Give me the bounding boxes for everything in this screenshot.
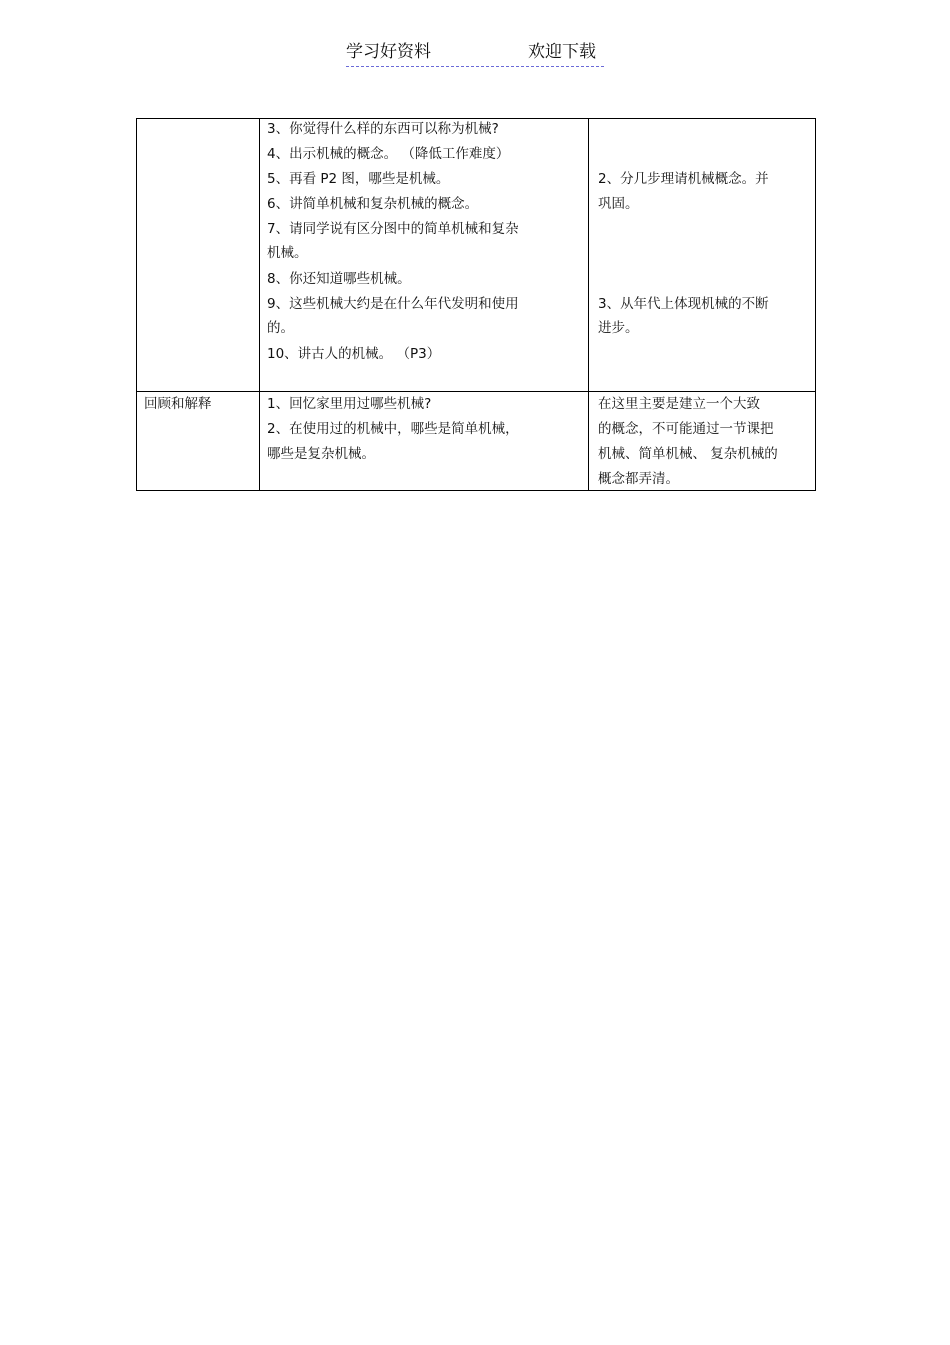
header-left-text: 学习好资料 — [346, 42, 431, 62]
note-line: 机械、简单机械、 复杂机械的 — [598, 446, 778, 462]
step-line: 5、再看 P2 图，哪些是机械。 — [267, 171, 450, 187]
step-line: 8、你还知道哪些机械。 — [267, 271, 411, 287]
note-line: 的概念，不可能通过一节课把 — [598, 421, 774, 437]
note-line: 概念都弄清。 — [598, 471, 679, 487]
row-label: 回顾和解释 — [144, 396, 212, 412]
notes-cell — [589, 119, 816, 392]
step-line: 机械。 — [267, 245, 308, 261]
step-line: 6、讲简单机械和复杂机械的概念。 — [267, 196, 479, 212]
step-line: 9、这些机械大约是在什么年代发明和使用 — [267, 296, 519, 312]
row-label-cell — [137, 119, 260, 392]
step-line: 10、讲古人的机械。 （P3） — [267, 346, 441, 362]
header-right-text: 欢迎下载 — [528, 42, 596, 62]
steps-cell — [260, 119, 589, 392]
steps-cell — [260, 392, 589, 491]
lesson-plan-table — [136, 118, 816, 491]
step-line: 4、出示机械的概念。 （降低工作难度） — [267, 146, 510, 162]
page-header — [346, 40, 604, 67]
step-line: 2、在使用过的机械中，哪些是简单机械， — [267, 421, 519, 437]
step-line: 哪些是复杂机械。 — [267, 446, 375, 462]
note-line: 进步。 — [598, 320, 639, 336]
table-row — [137, 392, 816, 491]
step-line: 7、请同学说有区分图中的简单机械和复杂 — [267, 221, 519, 237]
notes-cell — [589, 392, 816, 491]
note-line: 2、分几步理请机械概念。并 — [598, 171, 769, 187]
step-line: 1、回忆家里用过哪些机械? — [267, 396, 432, 412]
step-line: 3、你觉得什么样的东西可以称为机械? — [267, 121, 499, 137]
note-line: 在这里主要是建立一个大致 — [598, 396, 760, 412]
note-line: 3、从年代上体现机械的不断 — [598, 296, 769, 312]
row-label-cell — [137, 392, 260, 491]
step-line: 的。 — [267, 320, 294, 336]
note-line: 巩固。 — [598, 196, 639, 212]
table-row — [137, 119, 816, 392]
